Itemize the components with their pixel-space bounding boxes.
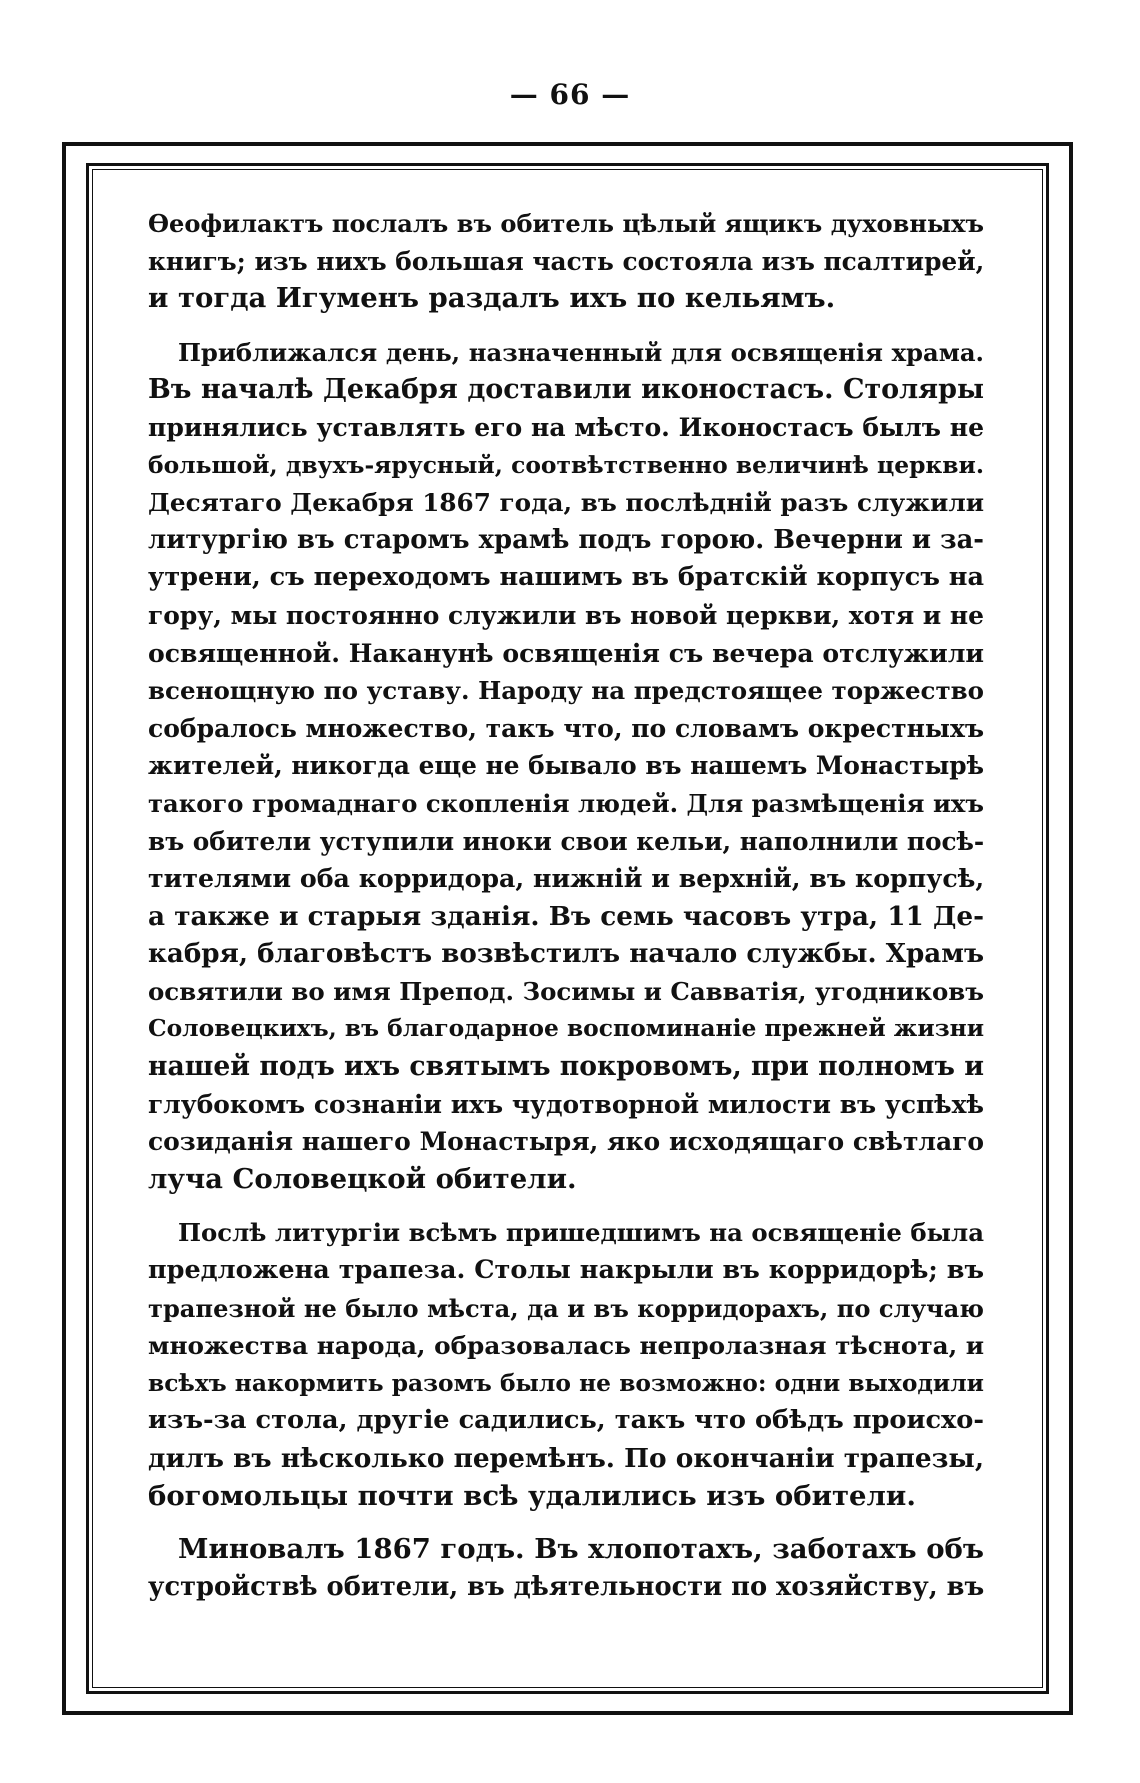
text-line: Въ началѣ Декабря доставили иконостасъ. Столяры — [148, 374, 984, 406]
text-line: глубокомъ сознаніи ихъ чудотворной милости въ успѣхѣ — [148, 1089, 984, 1119]
paragraph-2 — [148, 334, 984, 1199]
text-line: гору, мы постоянно служили въ новой церкви, хотя и не — [148, 600, 984, 630]
text-line: предложена трапеза. Столы накрыли въ корридорѣ; въ — [148, 1255, 984, 1286]
text-line: кабря, благовѣстъ возвѣстилъ начало службы. Храмъ — [148, 938, 984, 970]
body-text — [148, 205, 984, 1606]
text-line: созиданія нашего Монастыря, яко исходящаго свѣтлаго — [148, 1127, 984, 1157]
text-line: Послѣ литургіи всѣмъ пришедшимъ на освященіе была — [178, 1218, 984, 1248]
text-line: въ обители уступили иноки свои кельи, наполнили посѣ- — [148, 826, 985, 856]
text-line: такого громаднаго скопленія людей. Для размѣщенія ихъ — [148, 788, 984, 818]
paragraph-4 — [148, 1531, 984, 1606]
text-line: Ѳеофилактъ послалъ въ обитель цѣлый ящикъ духовныхъ — [148, 209, 984, 238]
text-line: принялись уставлять его на мѣсто. Иконостасъ былъ не — [148, 411, 984, 442]
text-line: Соловецкихъ, въ благодарное воспоминаніе прежней жизни — [148, 1014, 985, 1043]
text-line: а также и старыя зданія. Въ семь часовъ утра, 11 Де- — [148, 900, 984, 932]
text-line: литургію въ старомъ храмѣ подъ горою. Вечерни и за- — [148, 524, 984, 555]
text-line: освятили во имя Препод. Зосимы и Савватія, угодниковъ — [148, 976, 985, 1006]
paragraph-3 — [148, 1214, 984, 1515]
text-line: трапезной не было мѣста, да и въ корридорахъ, по случаю — [148, 1293, 984, 1323]
text-line: большой, двухъ-ярусный, соотвѣтственно величинѣ церкви. — [148, 450, 984, 479]
text-line: жителей, никогда еще не бывало въ нашемъ Монастырѣ — [148, 751, 984, 781]
text-line: устройствѣ обители, въ дѣятельности по хозяйству, въ — [148, 1571, 985, 1602]
text-line: освященной. Наканунѣ освященія съ вечера отслужили — [148, 637, 984, 668]
text-line: и тогда Игуменъ раздалъ ихъ по кельямъ. — [148, 282, 836, 315]
text-line: всѣхъ накормить разомъ было не возможно: одни выходили — [148, 1368, 984, 1397]
text-line: утрени, съ переходомъ нашимъ въ братскій корпусъ на — [148, 562, 984, 593]
text-line: Десятаго Декабря 1867 года, въ послѣдній разъ служили — [148, 488, 984, 518]
text-line: изъ-за стола, другіе садились, такъ что обѣдъ происхо- — [148, 1405, 984, 1436]
text-line: Приближался день, назначенный для освященія храма. — [178, 337, 984, 367]
paragraph-1 — [148, 205, 984, 318]
text-line: луча Соловецкой обители. — [148, 1162, 577, 1195]
text-line: книгъ; изъ нихъ большая часть состояла изъ псалтирей, — [148, 246, 985, 276]
text-line: множества народа, образовалась непролазная тѣснота, и — [148, 1331, 985, 1361]
text-line: тителями оба корридора, нижній и верхній, въ корпусѣ, — [148, 863, 985, 894]
text-line: всенощную по уставу. Народу на предстоящее торжество — [148, 676, 984, 706]
page-number: — 66 — — [509, 78, 631, 111]
text-line: дилъ въ нѣсколько перемѣнъ. По окончаніи трапезы, — [148, 1443, 985, 1474]
text-line: Миновалъ 1867 годъ. Въ хлопотахъ, заботахъ объ — [178, 1533, 984, 1566]
text-line: собралось множество, такъ что, по словамъ окрестныхъ — [148, 713, 985, 743]
text-line: богомольцы почти всѣ удалились изъ обители. — [148, 1479, 916, 1512]
text-line: нашей подъ ихъ святымъ покровомъ, при полномъ и — [148, 1051, 984, 1083]
